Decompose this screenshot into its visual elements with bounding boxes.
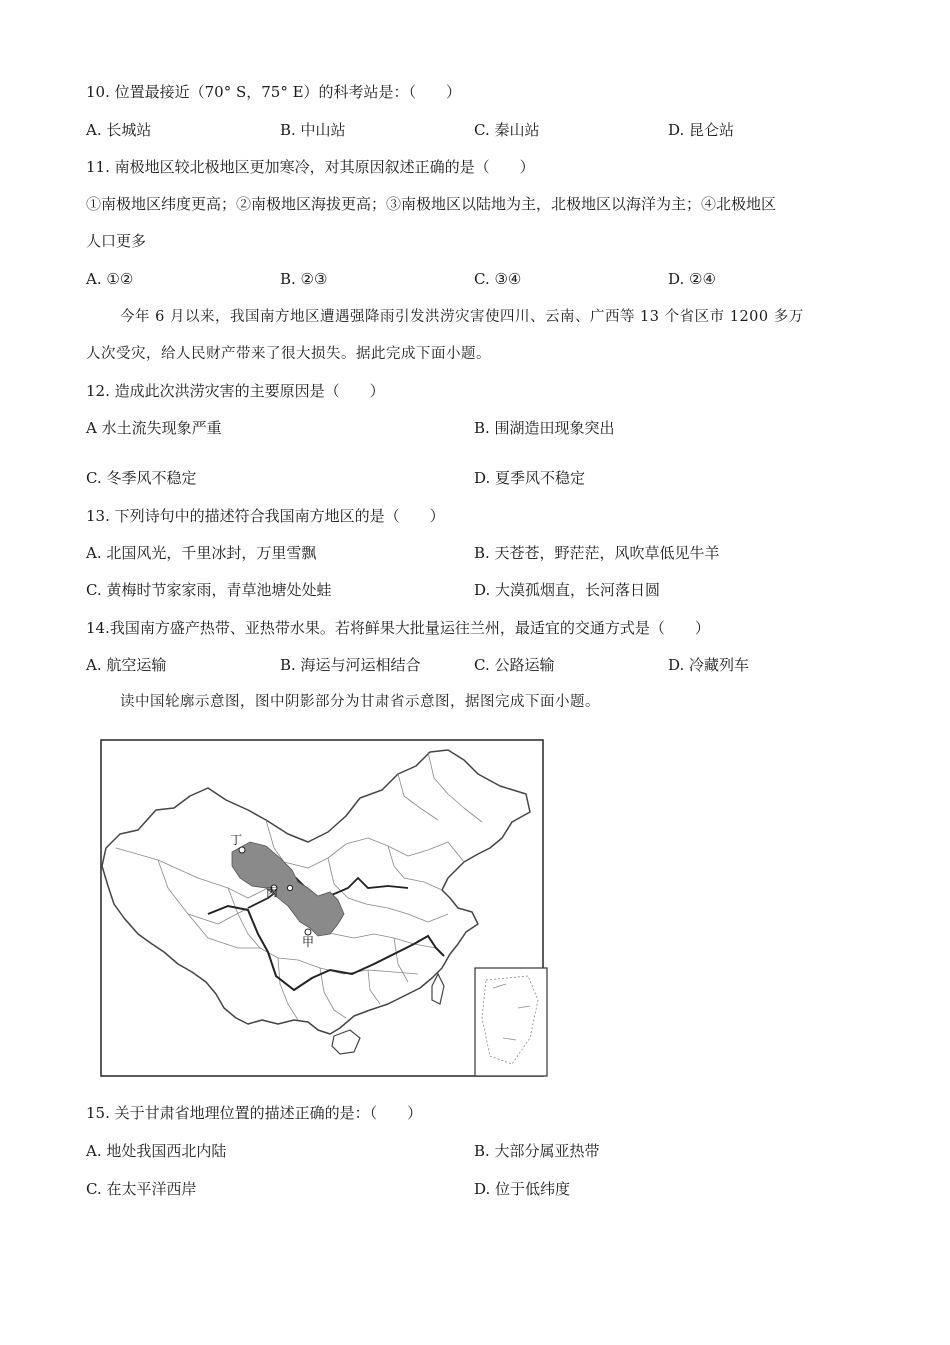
marker-ding — [239, 847, 245, 853]
q12-option-b: B. 围湖造田现象突出 — [474, 419, 615, 437]
q10-option-d: D. 昆仑站 — [668, 121, 735, 139]
q13-option-d: D. 大漠孤烟直，长河落日圆 — [474, 581, 661, 599]
label-ding: 丁 — [230, 833, 243, 847]
q11-option-c: C. ③④ — [474, 270, 522, 288]
passage1-line1: 今年 6 月以来，我国南方地区遭遇强降雨引发洪涝灾害使四川、云南、广西等 13 个省区市 1200 多万 — [120, 309, 804, 325]
q15-option-d: D. 位于低纬度 — [474, 1180, 571, 1198]
q14-option-b: B. 海运与河运相结合 — [280, 656, 421, 674]
passage2-line1: 读中国轮廓示意图，图中阴影部分为甘肃省示意图，据图完成下面小题。 — [120, 694, 600, 710]
q10-stem: 10. 位置最接近（70° S，75° E）的科考站是：（ ） — [86, 83, 462, 101]
q11-detail-line1: ①南极地区纬度更高；②南极地区海拔更高；③南极地区以陆地为主，北极地区以海洋为主；④北极地区 — [86, 195, 777, 213]
q10-option-b: B. 中山站 — [280, 121, 346, 139]
q11-stem: 11. 南极地区较北极地区更加寒冷，对其原因叙述正确的是（ ） — [86, 158, 535, 176]
q15-stem: 15. 关于甘肃省地理位置的描述正确的是：（ ） — [86, 1104, 423, 1122]
q14-option-a: A. 航空运输 — [86, 656, 167, 674]
q11-option-d: D. ②④ — [668, 270, 716, 288]
q15-option-b: B. 大部分属亚热带 — [474, 1142, 600, 1160]
q13-option-b: B. 天苍苍，野茫茫，风吹草低见牛羊 — [474, 544, 720, 562]
q14-option-d: D. 冷藏列车 — [668, 656, 750, 674]
q12-option-d: D. 夏季风不稳定 — [474, 469, 586, 487]
marker-bing-2 — [287, 885, 292, 890]
q15-option-c: C. 在太平洋西岸 — [86, 1180, 197, 1198]
q13-option-a: A. 北国风光，千里冰封，万里雪飘 — [86, 544, 317, 562]
q11-option-b: B. ②③ — [280, 270, 328, 288]
q12-stem: 12. 造成此次洪涝灾害的主要原因是（ ） — [86, 382, 385, 400]
q14-stem: 14.我国南方盛产热带、亚热带水果。若将鲜果大批量运往兰州，最适宜的交通方式是（ ） — [86, 619, 710, 637]
south-china-sea-inset — [475, 968, 547, 1076]
q13-option-c: C. 黄梅时节家家雨，青草池塘处处蛙 — [86, 581, 332, 599]
q10-option-a: A. 长城站 — [86, 121, 152, 139]
q11-detail-line2: 人口更多 — [86, 232, 147, 250]
q12-option-c: C. 冬季风不稳定 — [86, 469, 197, 487]
label-jia: 甲 — [302, 935, 315, 949]
q10-option-c: C. 秦山站 — [474, 121, 540, 139]
label-bing: 丙 — [266, 885, 279, 899]
q11-option-a: A. ①② — [86, 270, 134, 288]
passage1-line2: 人次受灾，给人民财产带来了很大损失。据此完成下面小题。 — [86, 346, 491, 362]
q14-option-c: C. 公路运输 — [474, 656, 555, 674]
china-map-figure — [98, 738, 554, 1082]
q12-option-a: A 水土流失现象严重 — [86, 419, 222, 437]
q13-stem: 13. 下列诗句中的描述符合我国南方地区的是（ ） — [86, 507, 445, 525]
q15-option-a: A. 地处我国西北内陆 — [86, 1142, 227, 1160]
